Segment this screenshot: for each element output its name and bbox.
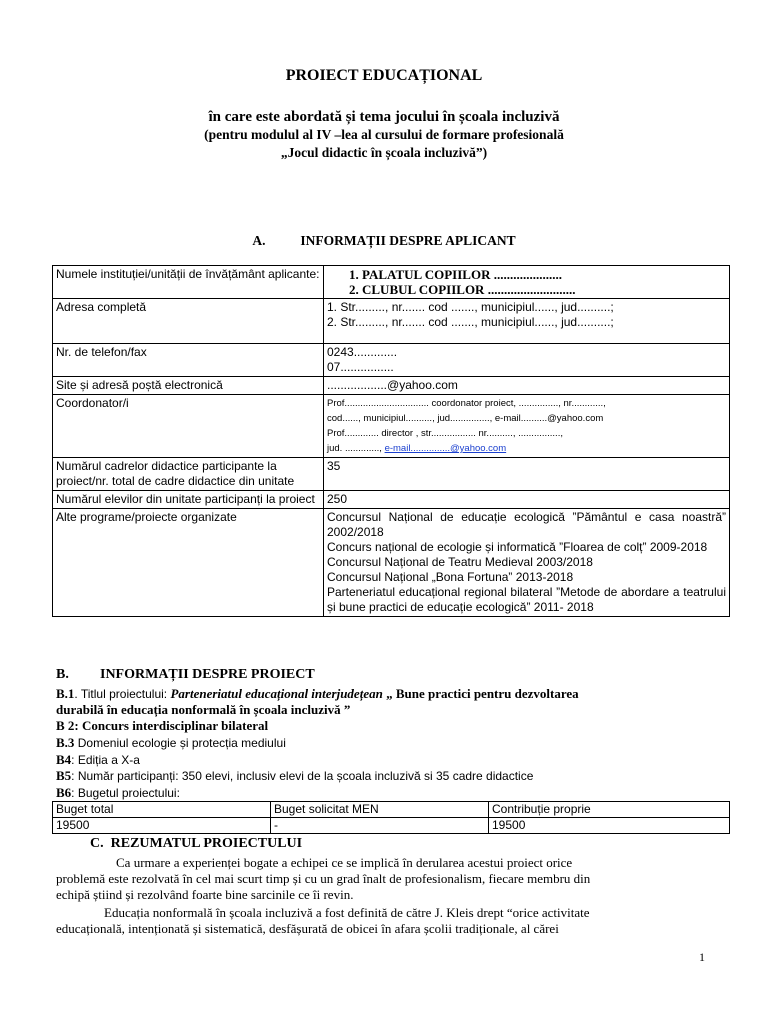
students-value: 250 [324, 491, 730, 509]
program-item: Parteneriatul educațional regional bilateral ”Metode de abordare a teatrului și bune practici de educație ecologică” 2011- 2018 [327, 585, 726, 614]
table-row [53, 299, 730, 344]
section-b-heading [56, 667, 315, 683]
budget-header-total: Buget total [53, 802, 271, 818]
document-subtitle-course: „Jocul didactic în școala incluzivă”) [280, 145, 488, 160]
b2-text: : Concurs interdisciplinar bilateral [74, 718, 269, 733]
budget-header-own: Contribuție proprie [489, 802, 730, 818]
program-item: Concursul Național „Bona Fortuna” 2013-2018 [327, 570, 574, 584]
address-2: 2. Str........., nr....... cod ......., municipiul......, jud..........; [327, 315, 614, 329]
summary-line: Educația nonformală în școala incluzivă a fost definită de către J. Kleis drept “orice activitate [104, 905, 590, 920]
summary-line: echipă știind și rezolvând foarte bine sarcinile ce îi revin. [56, 887, 354, 902]
document-title: PROIECT EDUCAȚIONAL [285, 67, 483, 84]
document-subtitle-module: (pentru modulul al IV –lea al cursului de formare profesională [204, 127, 564, 142]
b6-line [56, 785, 731, 801]
section-c-heading [90, 836, 302, 852]
b5-line [56, 768, 731, 784]
b1-label: . Titlul proiectului: [74, 687, 171, 701]
institution-value [324, 266, 730, 299]
phone-2: 07................ [327, 360, 394, 374]
b1-line-2 [56, 702, 731, 718]
coordinator-label: Coordonator/i [53, 395, 324, 458]
coordinator-line-4 [327, 441, 726, 456]
programs-label: Alte programe/proiecte organizate [53, 509, 324, 617]
budget-value-total: 19500 [53, 818, 271, 834]
b1-line [56, 686, 731, 702]
teachers-value: 35 [324, 458, 730, 491]
coordinator-county: jud. ............., [327, 443, 385, 454]
teachers-label: Numărul cadrelor didactice participante la proiect/nr. total de cadre didactice din unitate [53, 458, 324, 491]
b1-title-bold: „ Bune practici pentru dezvoltarea [382, 686, 579, 701]
phone-value [324, 344, 730, 377]
budget-table [52, 801, 730, 834]
b3-code: B.3 [56, 735, 75, 750]
b2-code: B 2 [56, 718, 75, 733]
table-row [53, 802, 730, 818]
b3-text: Domeniul ecologie și protecția mediului [74, 736, 286, 750]
coordinator-email-link[interactable]: e-mail...............@yahoo.com [384, 443, 507, 454]
institution-2: 2. CLUBUL COPIILOR ........................... [349, 282, 576, 297]
b1-title-bold-2: durabilă în educația nonformală în școala incluzivă ” [56, 702, 351, 717]
b4-line [56, 752, 731, 768]
program-item: Concurs național de ecologie și informatică ”Floarea de colț” 2009-2018 [327, 540, 708, 554]
section-c-number: C. [90, 836, 104, 851]
b4-code: B4 [56, 752, 72, 767]
institution-1: 1. PALATUL COPIILOR ..................... [349, 267, 562, 282]
b5-code: B5 [56, 768, 72, 783]
summary-line: problemă este rezolvată în cel mai scurt timp și cu un grad înalt de profesionalism, fiecare membru din [56, 871, 591, 886]
address-label: Adresa completă [53, 299, 324, 344]
table-row [53, 377, 730, 395]
table-row [53, 509, 730, 617]
table-row [53, 266, 730, 299]
summary-paragraph-2 [56, 905, 730, 937]
section-a-heading [0, 233, 768, 249]
b3-line [56, 735, 731, 751]
table-row [53, 818, 730, 834]
section-b-number: B. [56, 667, 69, 682]
table-row [53, 458, 730, 491]
program-item: Concursul Național de educație ecologică ”Pământul e casa noastră” 2002/2018 [327, 510, 726, 539]
b6-text: : Bugetul proiectului: [71, 786, 180, 800]
students-label: Numărul elevilor din unitate participanți la proiect [53, 491, 324, 509]
b6-code: B6 [56, 785, 72, 800]
coordinator-line-2: cod......, municipiul.........., jud..............., e-mail..........@yahoo.com [327, 413, 604, 424]
phone-1: 0243............. [327, 345, 398, 359]
summary-paragraph-1 [56, 855, 730, 903]
site-value: ..................@yahoo.com [324, 377, 730, 395]
address-1: 1. Str........., nr....... cod ......., municipiul......, jud..........; [327, 300, 614, 314]
budget-value-own: 19500 [489, 818, 730, 834]
page-number: 1 [699, 950, 705, 964]
programs-value [324, 509, 730, 617]
section-b-title: INFORMAȚII DESPRE PROIECT [100, 667, 315, 682]
table-row [53, 491, 730, 509]
budget-header-men: Buget solicitat MEN [271, 802, 489, 818]
section-c-title: REZUMATUL PROIECTULUI [110, 836, 303, 851]
institution-label: Numele instituției/unității de învățământ aplicante: [53, 266, 324, 299]
b4-text: : Ediția a X-a [71, 753, 140, 767]
section-a-number: A. [252, 233, 266, 248]
b1-title-italic: Parteneriatul educațional interjudețean [170, 686, 383, 701]
document-subtitle: în care este abordată și tema jocului în școala incluzivă [208, 109, 560, 125]
phone-label: Nr. de telefon/fax [53, 344, 324, 377]
b5-text: : Număr participanți: 350 elevi, inclusiv elevi de la școala incluzivă si 35 cadre didactice [71, 769, 534, 783]
coordinator-line-3: Prof............. director , str................. nr.........., ................, [327, 428, 563, 439]
budget-value-men: - [271, 818, 489, 834]
site-label: Site și adresă poștă electronică [53, 377, 324, 395]
applicant-info-table [52, 265, 730, 617]
summary-line: Ca urmare a experienței bogate a echipei ce se implică în derularea acestui proiect orice [116, 855, 573, 870]
address-value [324, 299, 730, 344]
table-row [53, 395, 730, 458]
b1-code: B.1 [56, 686, 75, 701]
coordinator-line-1: Prof................................ coordonator proiect, ..............., nr............, [327, 398, 606, 409]
program-item: Concursul Național de Teatru Medieval 2003/2018 [327, 555, 593, 569]
b2-line [56, 718, 731, 734]
coordinator-value [324, 395, 730, 458]
table-row [53, 344, 730, 377]
summary-line: educațională, intenționată și sistematică, desfășurată de obicei în afara școlii tradiționale, al cărei [56, 921, 559, 936]
section-a-title: INFORMAȚII DESPRE APLICANT [300, 233, 516, 248]
